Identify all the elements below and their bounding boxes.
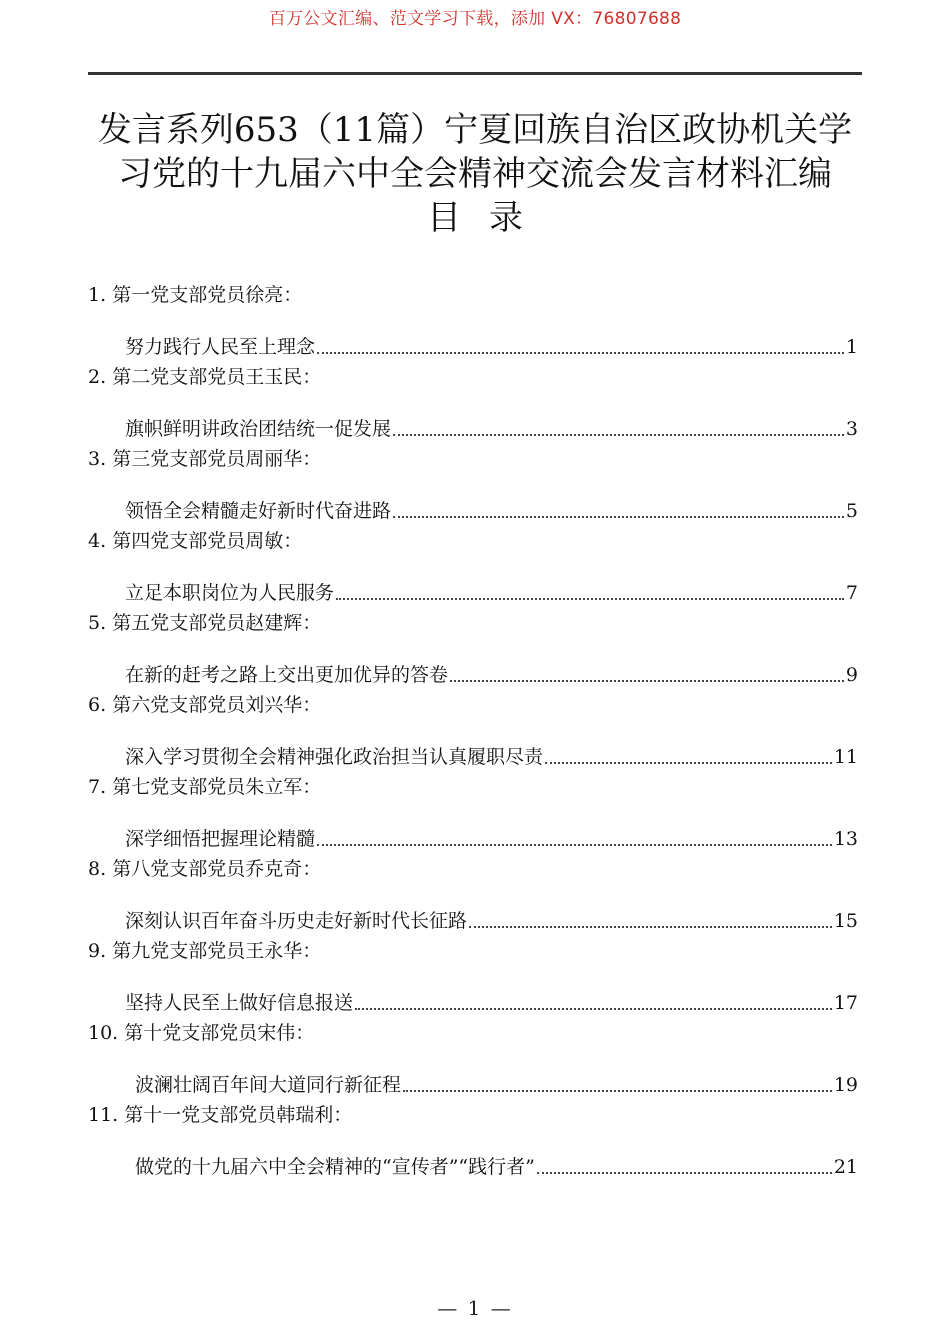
toc-entry-page: 3: [845, 418, 858, 440]
toc-entry-author-text: 第四党支部党员周敏：: [112, 530, 303, 552]
toc-entry-title-line[interactable]: [88, 895, 862, 936]
toc-entry-author-text: 第十党支部党员宋伟：: [124, 1022, 315, 1044]
toc-entry-number: 5.: [88, 612, 107, 634]
toc-dot-leader: [545, 762, 832, 764]
toc-dot-leader: [317, 844, 832, 846]
toc-entry-author-text: 第五党支部党员赵建辉：: [112, 612, 322, 634]
toc-entry-page: 19: [833, 1074, 858, 1096]
toc-entry-title: 深学细悟把握理论精髓: [125, 828, 316, 850]
toc-entry-title: 深刻认识百年奋斗历史走好新时代长征路: [125, 910, 468, 932]
toc-entry-title-line[interactable]: [88, 567, 862, 608]
toc-entry-author: [88, 362, 862, 403]
header-banner: 百万公文汇编、范文学习下载，添加 VX：76807688: [268, 9, 682, 29]
toc-entry-title-line[interactable]: [88, 813, 862, 854]
toc-entry-title: 坚持人民至上做好信息报送: [125, 992, 354, 1014]
toc-dot-leader: [317, 352, 844, 354]
toc-dot-leader: [336, 598, 844, 600]
toc-entry-page: 15: [833, 910, 858, 932]
toc-dot-leader: [450, 680, 844, 682]
title-line-1: 发言系列653（11篇）宁夏回族自治区政协机关学: [97, 110, 853, 150]
toc-entry-title-line[interactable]: [88, 649, 862, 690]
toc-entry-title: 波澜壮阔百年间大道同行新征程: [135, 1074, 402, 1096]
toc-entry-number: 3.: [88, 448, 107, 470]
toc-entry-title: 旗帜鲜明讲政治团结统一促发展: [125, 418, 392, 440]
toc-entry-page: 11: [833, 746, 858, 768]
toc-dot-leader: [393, 434, 844, 436]
toc-entry-author: [88, 1018, 862, 1059]
toc-entry-author-text: 第八党支部党员乔克奇：: [112, 858, 322, 880]
toc-entry-title: 领悟全会精髓走好新时代奋进路: [125, 500, 392, 522]
toc-entry-title: 努力践行人民至上理念: [125, 336, 316, 358]
toc-entry-author-text: 第二党支部党员王玉民：: [112, 366, 322, 388]
toc-dot-leader: [469, 926, 832, 928]
toc-entry-author-text: 第六党支部党员刘兴华：: [112, 694, 322, 716]
toc-entry-number: 4.: [88, 530, 107, 552]
toc-entry-author-text: 第九党支部党员王永华：: [112, 940, 322, 962]
toc-entry[interactable]: [88, 772, 862, 854]
table-of-contents: [88, 280, 862, 1182]
toc-entry-number: 10.: [88, 1022, 119, 1044]
toc-entry-title: 做党的十九届六中全会精神的“宣传者”“践行者”: [135, 1156, 535, 1178]
toc-entry-number: 8.: [88, 858, 107, 880]
toc-entry[interactable]: [88, 444, 862, 526]
toc-entry-title-line[interactable]: [88, 321, 862, 362]
toc-entry-title-line[interactable]: [88, 485, 862, 526]
toc-entry-page: 1: [845, 336, 858, 358]
toc-entry-page: 5: [845, 500, 858, 522]
toc-entry-title: 在新的赶考之路上交出更加优异的答卷: [125, 664, 449, 686]
toc-entry[interactable]: [88, 854, 862, 936]
toc-entry-title: 立足本职岗位为人民服务: [125, 582, 335, 604]
toc-entry-page: 21: [833, 1156, 858, 1178]
toc-entry[interactable]: [88, 1018, 862, 1100]
toc-entry-title-line[interactable]: [88, 731, 862, 772]
toc-entry-author: [88, 690, 862, 731]
toc-dot-leader: [403, 1090, 832, 1092]
toc-entry-author: [88, 936, 862, 977]
toc-entry-title-line[interactable]: [88, 403, 862, 444]
document-title: [70, 108, 880, 240]
toc-entry-author-text: 第七党支部党员朱立军：: [112, 776, 322, 798]
toc-entry[interactable]: [88, 608, 862, 690]
toc-entry-number: 6.: [88, 694, 107, 716]
toc-entry[interactable]: [88, 1100, 862, 1182]
toc-dot-leader: [393, 516, 844, 518]
toc-entry-number: 1.: [88, 284, 107, 306]
toc-entry-author: [88, 280, 862, 321]
toc-entry-number: 7.: [88, 776, 107, 798]
toc-entry-author: [88, 526, 862, 567]
toc-entry-page: 7: [845, 582, 858, 604]
toc-entry-author: [88, 1100, 862, 1141]
toc-entry-title-line[interactable]: [88, 1141, 862, 1182]
toc-entry-author-text: 第十一党支部党员韩瑞利：: [124, 1104, 353, 1126]
toc-dot-leader: [537, 1172, 832, 1174]
toc-entry-author: [88, 444, 862, 485]
toc-entry[interactable]: [88, 362, 862, 444]
toc-entry-number: 11.: [88, 1104, 119, 1126]
toc-entry-page: 13: [833, 828, 858, 850]
toc-heading: 目录: [427, 198, 551, 238]
toc-entry[interactable]: [88, 526, 862, 608]
page-number: — 1 —: [437, 1296, 513, 1320]
toc-entry-title-line[interactable]: [88, 1059, 862, 1100]
toc-entry[interactable]: [88, 280, 862, 362]
title-line-2: 习党的十九届六中全会精神交流会发言材料汇编: [118, 154, 832, 194]
toc-entry-author-text: 第一党支部党员徐亮：: [112, 284, 303, 306]
toc-entry-title: 深入学习贯彻全会精神强化政治担当认真履职尽责: [125, 746, 544, 768]
toc-entry-number: 2.: [88, 366, 107, 388]
toc-entry-author: [88, 854, 862, 895]
toc-entry-page: 17: [833, 992, 858, 1014]
toc-entry-page: 9: [845, 664, 858, 686]
toc-entry[interactable]: [88, 936, 862, 1018]
toc-entry-author-text: 第三党支部党员周丽华：: [112, 448, 322, 470]
toc-entry[interactable]: [88, 690, 862, 772]
toc-entry-author: [88, 772, 862, 813]
toc-entry-title-line[interactable]: [88, 977, 862, 1018]
toc-dot-leader: [355, 1008, 832, 1010]
header-rule: [88, 72, 862, 75]
toc-entry-author: [88, 608, 862, 649]
toc-entry-number: 9.: [88, 940, 107, 962]
